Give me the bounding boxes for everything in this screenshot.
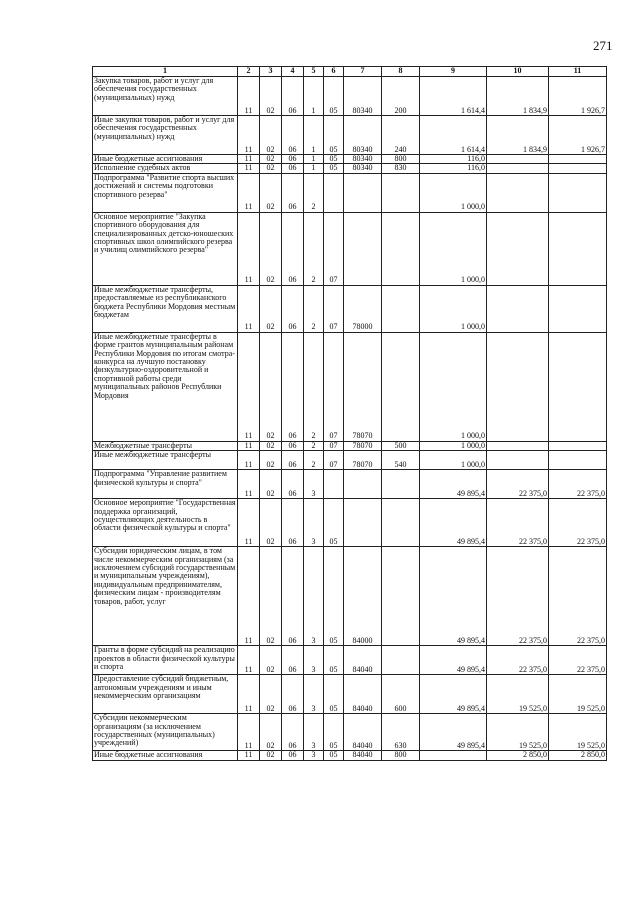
cell-c4: 06 <box>282 285 304 332</box>
cell-c2: 11 <box>238 332 260 441</box>
column-header: 8 <box>382 67 420 77</box>
cell-c5: 2 <box>304 441 324 450</box>
cell-c2: 11 <box>238 285 260 332</box>
cell-c6 <box>324 470 344 499</box>
cell-c7: 84040 <box>344 751 382 760</box>
cell-c5: 3 <box>304 675 324 714</box>
cell-c8: 830 <box>382 164 420 173</box>
cell-c10 <box>487 332 549 441</box>
cell-c9: 49 895,4 <box>420 470 487 499</box>
cell-c3: 02 <box>260 332 282 441</box>
cell-c4: 06 <box>282 646 304 675</box>
cell-c11: 2 850,0 <box>549 751 607 760</box>
column-header: 6 <box>324 67 344 77</box>
column-header: 3 <box>260 67 282 77</box>
cell-c8 <box>382 547 420 646</box>
cell-c5: 2 <box>304 285 324 332</box>
cell-c9: 116,0 <box>420 155 487 164</box>
cell-c8: 200 <box>382 77 420 116</box>
cell-c5: 3 <box>304 714 324 751</box>
row-name: Подпрограмма "Развитие спорта высших достижений и системы подготовки спортивного резерва" <box>93 173 238 212</box>
row-name: Исполнение судебных актов <box>93 164 238 173</box>
cell-c9: 1 000,0 <box>420 173 487 212</box>
cell-c5: 1 <box>304 155 324 164</box>
cell-c11: 22 375,0 <box>549 499 607 547</box>
cell-c4: 06 <box>282 499 304 547</box>
cell-c10: 22 375,0 <box>487 499 549 547</box>
cell-c7: 78070 <box>344 451 382 470</box>
table-row <box>93 470 607 499</box>
cell-c6: 05 <box>324 547 344 646</box>
cell-c3: 02 <box>260 499 282 547</box>
table-row <box>93 332 607 441</box>
cell-c3: 02 <box>260 751 282 760</box>
cell-c3: 02 <box>260 470 282 499</box>
cell-c9: 49 895,4 <box>420 547 487 646</box>
cell-c4: 06 <box>282 212 304 285</box>
cell-c2: 11 <box>238 451 260 470</box>
table-row <box>93 212 607 285</box>
row-name: Субсидии некоммерческим организациям (за исключением государственных (муниципальных) учреждений) <box>93 714 238 751</box>
cell-c11 <box>549 212 607 285</box>
cell-c10 <box>487 164 549 173</box>
column-header: 11 <box>549 67 607 77</box>
cell-c10: 19 525,0 <box>487 714 549 751</box>
cell-c9: 49 895,4 <box>420 646 487 675</box>
cell-c4: 06 <box>282 675 304 714</box>
cell-c6: 05 <box>324 714 344 751</box>
cell-c3: 02 <box>260 285 282 332</box>
cell-c5: 3 <box>304 646 324 675</box>
cell-c8: 540 <box>382 451 420 470</box>
row-name: Межбюджетные трансферты <box>93 441 238 450</box>
row-name: Гранты в форме субсидий на реализацию проектов в области физической культуры и спорта <box>93 646 238 675</box>
column-header: 7 <box>344 67 382 77</box>
row-name: Субсидии юридическим лицам, в том числе некоммерческим организациям (за исключением субсидий государственным и муниципальным учреждениям), индивидуальным предпринимателям, физическим лицам - производителям товаров, работ, услуг <box>93 547 238 646</box>
cell-c2: 11 <box>238 547 260 646</box>
table-row <box>93 173 607 212</box>
row-name: Иные межбюджетные трансферты в форме грантов муниципальным районам Республики Мордовия по итогам смотра-конкурса на лучшую постановку физкультурно-оздоровительной и спортивной работы среди муниципальных районов Республики Мордовия <box>93 332 238 441</box>
cell-c4: 06 <box>282 714 304 751</box>
cell-c5: 2 <box>304 332 324 441</box>
cell-c2: 11 <box>238 499 260 547</box>
cell-c6: 07 <box>324 332 344 441</box>
table-row <box>93 751 607 760</box>
cell-c6: 07 <box>324 441 344 450</box>
cell-c10: 1 834,9 <box>487 77 549 116</box>
cell-c9 <box>420 751 487 760</box>
cell-c2: 11 <box>238 714 260 751</box>
row-name: Закупка товаров, работ и услуг для обеспечения государственных (муниципальных) нужд <box>93 77 238 116</box>
cell-c7: 84000 <box>344 547 382 646</box>
budget-table <box>92 66 607 761</box>
row-name: Подпрограмма "Управление развитием физической культуры и спорта" <box>93 470 238 499</box>
cell-c10: 22 375,0 <box>487 470 549 499</box>
cell-c6: 07 <box>324 285 344 332</box>
cell-c8: 800 <box>382 751 420 760</box>
cell-c9: 1 000,0 <box>420 285 487 332</box>
table-row <box>93 285 607 332</box>
cell-c6: 05 <box>324 164 344 173</box>
cell-c10 <box>487 155 549 164</box>
cell-c2: 11 <box>238 470 260 499</box>
cell-c6: 05 <box>324 646 344 675</box>
cell-c6: 05 <box>324 675 344 714</box>
table-row <box>93 155 607 164</box>
cell-c10 <box>487 212 549 285</box>
column-header: 2 <box>238 67 260 77</box>
cell-c6: 07 <box>324 212 344 285</box>
column-header: 1 <box>93 67 238 77</box>
cell-c2: 11 <box>238 164 260 173</box>
cell-c2: 11 <box>238 212 260 285</box>
cell-c6: 05 <box>324 751 344 760</box>
cell-c8: 800 <box>382 155 420 164</box>
cell-c11: 22 375,0 <box>549 470 607 499</box>
row-name: Иные межбюджетные трансферты <box>93 451 238 470</box>
cell-c10: 22 375,0 <box>487 646 549 675</box>
cell-c8: 500 <box>382 441 420 450</box>
cell-c8 <box>382 332 420 441</box>
table-row <box>93 77 607 116</box>
cell-c3: 02 <box>260 164 282 173</box>
cell-c5: 2 <box>304 451 324 470</box>
cell-c4: 06 <box>282 155 304 164</box>
cell-c7 <box>344 470 382 499</box>
cell-c6: 05 <box>324 155 344 164</box>
cell-c11: 22 375,0 <box>549 646 607 675</box>
column-header: 10 <box>487 67 549 77</box>
cell-c9: 49 895,4 <box>420 675 487 714</box>
cell-c9: 1 000,0 <box>420 212 487 285</box>
cell-c3: 02 <box>260 77 282 116</box>
cell-c11 <box>549 173 607 212</box>
row-name: Предоставление субсидий бюджетным, автономным учреждениям и иным некоммерческим организациям <box>93 675 238 714</box>
cell-c11: 19 525,0 <box>549 714 607 751</box>
cell-c4: 06 <box>282 116 304 155</box>
cell-c7: 84040 <box>344 714 382 751</box>
column-header: 4 <box>282 67 304 77</box>
cell-c11 <box>549 451 607 470</box>
cell-c7: 80340 <box>344 116 382 155</box>
cell-c9: 1 000,0 <box>420 332 487 441</box>
cell-c7: 78070 <box>344 441 382 450</box>
cell-c7: 84040 <box>344 675 382 714</box>
cell-c10 <box>487 441 549 450</box>
page-number: 271 <box>593 38 613 53</box>
cell-c2: 11 <box>238 77 260 116</box>
cell-c11 <box>549 441 607 450</box>
cell-c2: 11 <box>238 751 260 760</box>
cell-c11 <box>549 332 607 441</box>
cell-c2: 11 <box>238 173 260 212</box>
cell-c4: 06 <box>282 173 304 212</box>
cell-c8 <box>382 212 420 285</box>
cell-c9: 49 895,4 <box>420 499 487 547</box>
table-row <box>93 547 607 646</box>
cell-c3: 02 <box>260 212 282 285</box>
cell-c4: 06 <box>282 77 304 116</box>
cell-c11: 19 525,0 <box>549 675 607 714</box>
cell-c9: 1 000,0 <box>420 451 487 470</box>
cell-c6: 05 <box>324 77 344 116</box>
cell-c2: 11 <box>238 116 260 155</box>
cell-c9: 1 000,0 <box>420 441 487 450</box>
table-row <box>93 714 607 751</box>
cell-c9: 116,0 <box>420 164 487 173</box>
row-name: Иные закупки товаров, работ и услуг для обеспечения государственных (муниципальных) нужд <box>93 116 238 155</box>
cell-c7: 84040 <box>344 646 382 675</box>
cell-c10: 2 850,0 <box>487 751 549 760</box>
cell-c3: 02 <box>260 441 282 450</box>
cell-c11 <box>549 285 607 332</box>
cell-c11: 1 926,7 <box>549 116 607 155</box>
table-row <box>93 116 607 155</box>
cell-c3: 02 <box>260 547 282 646</box>
cell-c8: 630 <box>382 714 420 751</box>
cell-c7: 78000 <box>344 285 382 332</box>
cell-c10 <box>487 173 549 212</box>
row-name: Основное мероприятие "Закупка спортивного оборудования для специализированных детско-юношеских спортивных школ олимпийского резерва и училищ олимпийского резерва" <box>93 212 238 285</box>
cell-c7: 80340 <box>344 164 382 173</box>
cell-c11: 22 375,0 <box>549 547 607 646</box>
cell-c5: 1 <box>304 77 324 116</box>
cell-c4: 06 <box>282 441 304 450</box>
cell-c4: 06 <box>282 470 304 499</box>
cell-c5: 1 <box>304 164 324 173</box>
table-header-row <box>93 67 607 77</box>
cell-c5: 3 <box>304 470 324 499</box>
cell-c3: 02 <box>260 646 282 675</box>
row-name: Иные бюджетные ассигнования <box>93 751 238 760</box>
cell-c10 <box>487 285 549 332</box>
row-name: Иные межбюджетные трансферты, предоставляемые из республиканского бюджета Республики Мордовия местным бюджетам <box>93 285 238 332</box>
cell-c6: 05 <box>324 116 344 155</box>
cell-c6: 07 <box>324 451 344 470</box>
cell-c5: 2 <box>304 212 324 285</box>
cell-c7 <box>344 499 382 547</box>
table-row <box>93 451 607 470</box>
cell-c5: 2 <box>304 173 324 212</box>
cell-c5: 3 <box>304 547 324 646</box>
cell-c7 <box>344 212 382 285</box>
cell-c7: 80340 <box>344 77 382 116</box>
table-row <box>93 441 607 450</box>
cell-c5: 3 <box>304 499 324 547</box>
cell-c2: 11 <box>238 675 260 714</box>
column-header: 5 <box>304 67 324 77</box>
cell-c3: 02 <box>260 675 282 714</box>
cell-c7 <box>344 173 382 212</box>
cell-c11: 1 926,7 <box>549 77 607 116</box>
cell-c3: 02 <box>260 451 282 470</box>
table-row <box>93 164 607 173</box>
cell-c7: 78070 <box>344 332 382 441</box>
cell-c6 <box>324 173 344 212</box>
row-name: Иные бюджетные ассигнования <box>93 155 238 164</box>
cell-c11 <box>549 155 607 164</box>
cell-c8 <box>382 285 420 332</box>
cell-c2: 11 <box>238 441 260 450</box>
cell-c8 <box>382 499 420 547</box>
cell-c8 <box>382 646 420 675</box>
cell-c10: 19 525,0 <box>487 675 549 714</box>
table-row <box>93 646 607 675</box>
cell-c3: 02 <box>260 173 282 212</box>
cell-c11 <box>549 164 607 173</box>
cell-c5: 3 <box>304 751 324 760</box>
column-header: 9 <box>420 67 487 77</box>
cell-c4: 06 <box>282 451 304 470</box>
cell-c8: 600 <box>382 675 420 714</box>
cell-c3: 02 <box>260 116 282 155</box>
cell-c4: 06 <box>282 332 304 441</box>
cell-c5: 1 <box>304 116 324 155</box>
cell-c4: 06 <box>282 164 304 173</box>
cell-c9: 1 614,4 <box>420 116 487 155</box>
cell-c10: 22 375,0 <box>487 547 549 646</box>
cell-c10 <box>487 451 549 470</box>
row-name: Основное мероприятие "Государственная поддержка организаций, осуществляющих деятельность в области физической культуры и спорта" <box>93 499 238 547</box>
cell-c3: 02 <box>260 155 282 164</box>
cell-c9: 1 614,4 <box>420 77 487 116</box>
cell-c3: 02 <box>260 714 282 751</box>
cell-c7: 80340 <box>344 155 382 164</box>
cell-c8 <box>382 173 420 212</box>
cell-c4: 06 <box>282 751 304 760</box>
cell-c2: 11 <box>238 155 260 164</box>
table-row <box>93 499 607 547</box>
cell-c6: 05 <box>324 499 344 547</box>
table-row <box>93 675 607 714</box>
cell-c4: 06 <box>282 547 304 646</box>
cell-c8 <box>382 470 420 499</box>
cell-c9: 49 895,4 <box>420 714 487 751</box>
cell-c10: 1 834,9 <box>487 116 549 155</box>
cell-c8: 240 <box>382 116 420 155</box>
cell-c2: 11 <box>238 646 260 675</box>
